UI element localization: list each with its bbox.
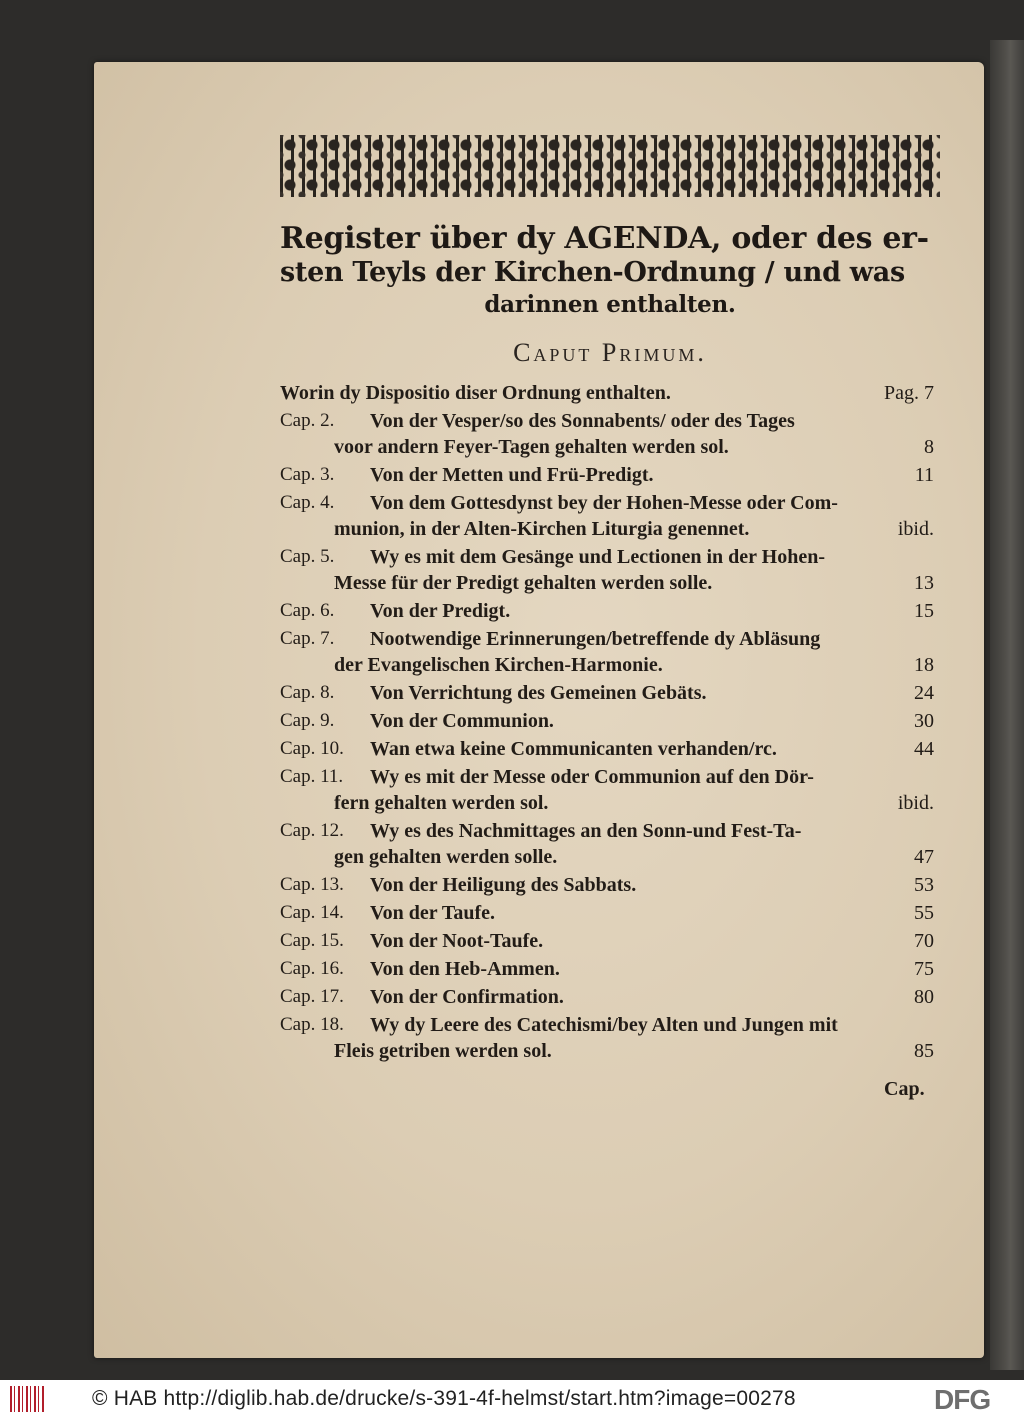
catchword: Cap. xyxy=(884,1078,925,1100)
entry-line xyxy=(370,462,934,488)
entry-text xyxy=(370,462,934,488)
entry-line-text: Von der Vesper/so des Sonnabents/ oder des Tages xyxy=(370,410,795,432)
chapter-number: Cap. 6. xyxy=(280,600,335,621)
entry-continuation-line xyxy=(334,516,934,542)
entry-line-text: Von der Predigt. xyxy=(370,600,511,622)
entry-line xyxy=(370,680,934,706)
entry-line-text: Von der Heiligung des Sabbats. xyxy=(370,874,637,896)
entry-line-text: Von der Confirmation. xyxy=(370,986,564,1008)
entry-line xyxy=(370,900,934,926)
page-reference: 80 xyxy=(914,986,934,1008)
dfg-logo: DFG xyxy=(934,1384,991,1415)
entry-line-text: munion, in der Alten-Kirchen Liturgia genennet. xyxy=(334,518,750,540)
section-heading: Caput Primum. xyxy=(513,338,707,367)
page-reference: 18 xyxy=(914,654,934,676)
entry-text xyxy=(370,900,934,926)
entry-line-text: Messe für der Predigt gehalten werden solle. xyxy=(334,572,713,594)
entry-text xyxy=(370,598,934,624)
entry-text xyxy=(370,680,934,706)
page-reference: Pag. 7 xyxy=(884,382,934,404)
chapter-number: Cap. 4. xyxy=(280,492,335,513)
chapter-number: Cap. 7. xyxy=(280,628,335,649)
page-reference: 13 xyxy=(914,572,934,594)
entry-line xyxy=(370,708,934,734)
title-line-1: Register über dy AGENDA, oder des er- xyxy=(280,221,929,256)
entry-line xyxy=(370,544,934,570)
entry-continuation-line xyxy=(334,844,934,870)
entry-text xyxy=(334,408,934,460)
chapter-number: Cap. 8. xyxy=(280,682,335,703)
chapter-number: Cap. 11. xyxy=(280,766,344,787)
entry-text xyxy=(370,956,934,982)
entry-line-text: Wy es des Nachmittages an den Sonn-und Fest-Ta- xyxy=(370,820,802,842)
page-reference: 70 xyxy=(914,930,934,952)
entry-line xyxy=(370,626,934,652)
entry-text xyxy=(334,764,934,816)
entry-text xyxy=(370,872,934,898)
footer-bar xyxy=(0,1380,1024,1418)
entry-line-text: Von den Heb-Ammen. xyxy=(370,958,560,980)
entry-text xyxy=(334,818,934,870)
book-edge xyxy=(990,40,1024,1370)
page-reference: 24 xyxy=(914,682,934,704)
page-reference: ibid. xyxy=(897,792,934,814)
entry-line xyxy=(370,490,934,516)
entry-line-text: Von dem Gottesdynst bey der Hohen-Messe oder Com- xyxy=(370,492,838,514)
title-line-3: darinnen enthalten. xyxy=(484,291,736,318)
entry-continuation-line xyxy=(334,434,934,460)
entry-line-text: der Evangelischen Kirchen-Harmonie. xyxy=(334,654,663,676)
entry-line-text: Von der Communion. xyxy=(370,710,554,732)
page-reference: 15 xyxy=(914,600,934,622)
entry-text xyxy=(334,626,934,678)
entry-line-text: fern gehalten werden sol. xyxy=(334,792,549,814)
page-reference: 85 xyxy=(914,1040,934,1062)
entry-line-text: Worin dy Dispositio diser Ordnung enthalten. xyxy=(280,382,671,404)
entry-line xyxy=(370,984,934,1010)
entry-line xyxy=(370,408,934,434)
chapter-number: Cap. 12. xyxy=(280,820,344,841)
entry-continuation-line xyxy=(334,790,934,816)
entry-line-text: Fleis getriben werden sol. xyxy=(334,1040,552,1062)
entry-line-text: Von der Noot-Taufe. xyxy=(370,930,544,952)
entry-text xyxy=(370,928,934,954)
entry-text xyxy=(370,984,934,1010)
entry-line xyxy=(370,736,934,762)
entry-continuation-line xyxy=(334,570,934,596)
entry-text xyxy=(334,544,934,596)
entry-text xyxy=(334,490,934,542)
page-reference: 75 xyxy=(914,958,934,980)
chapter-number: Cap. 14. xyxy=(280,902,344,923)
page-title xyxy=(280,222,940,320)
chapter-number: Cap. 9. xyxy=(280,710,335,731)
chapter-number: Cap. 13. xyxy=(280,874,344,895)
entry-line-text: Von Verrichtung des Gemeinen Gebäts. xyxy=(370,682,707,704)
entry-line xyxy=(370,1012,934,1038)
entry-line-text: Wy dy Leere des Catechismi/bey Alten und Jungen mit xyxy=(370,1014,838,1036)
chapter-number: Cap. 17. xyxy=(280,986,344,1007)
page-reference: 55 xyxy=(914,902,934,924)
entry-line xyxy=(370,872,934,898)
entry-line-text: Wy es mit dem Gesänge und Lectionen in der Hohen- xyxy=(370,546,826,568)
entry-line xyxy=(370,764,934,790)
entry-continuation-line xyxy=(334,1038,934,1064)
page-reference: 47 xyxy=(914,846,934,868)
title-line-2: sten Teyls der Kirchen-Ordnung / und was xyxy=(280,257,905,288)
entry-line xyxy=(370,598,934,624)
page-reference: 30 xyxy=(914,710,934,732)
chapter-number: Cap. 15. xyxy=(280,930,344,951)
entry-line xyxy=(370,818,934,844)
page-reference: ibid. xyxy=(897,518,934,540)
page-reference: 8 xyxy=(924,436,934,458)
ornamental-header-band xyxy=(280,135,940,197)
page-reference: 53 xyxy=(914,874,934,896)
entry-continuation-line xyxy=(334,652,934,678)
chapter-number: Cap. 16. xyxy=(280,958,344,979)
barcode-icon xyxy=(10,1386,46,1412)
entry-line-text: Nootwendige Erinnerungen/betreffende dy Abläsung xyxy=(370,628,821,650)
entry-line xyxy=(370,928,934,954)
entry-text xyxy=(280,380,934,406)
entry-text xyxy=(370,736,934,762)
page-reference: 11 xyxy=(914,464,934,486)
entry-line xyxy=(280,380,934,406)
entry-line xyxy=(370,956,934,982)
page-reference: 44 xyxy=(914,738,934,760)
footer-credit: © HAB http://diglib.hab.de/drucke/s-391-4f-helmst/start.htm?image=00278 xyxy=(92,1387,796,1410)
entry-line-text: Von der Metten und Frü-Predigt. xyxy=(370,464,654,486)
chapter-number: Cap. 5. xyxy=(280,546,335,567)
entry-line-text: Wan etwa keine Communicanten verhanden/rc. xyxy=(370,738,777,760)
entry-line-text: voor andern Feyer-Tagen gehalten werden sol. xyxy=(334,436,729,458)
chapter-number: Cap. 10. xyxy=(280,738,344,759)
chapter-number: Cap. 3. xyxy=(280,464,335,485)
entry-line-text: Von der Taufe. xyxy=(370,902,496,924)
entry-line-text: gen gehalten werden solle. xyxy=(334,846,558,868)
chapter-number: Cap. 2. xyxy=(280,410,335,431)
entry-line-text: Wy es mit der Messe oder Communion auf den Dör- xyxy=(370,766,814,788)
chapter-number: Cap. 18. xyxy=(280,1014,344,1035)
entry-text xyxy=(370,708,934,734)
entry-text xyxy=(334,1012,934,1064)
